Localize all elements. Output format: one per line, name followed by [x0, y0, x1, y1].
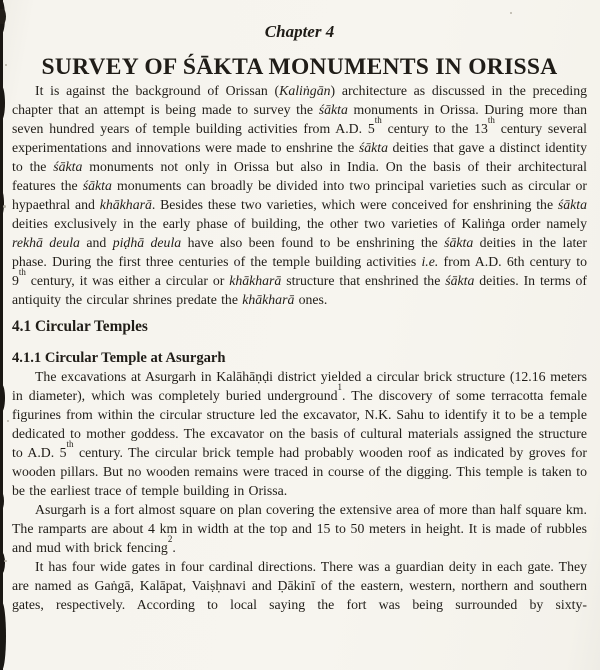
section-heading-circular-temples: 4.1 Circular Temples: [12, 318, 148, 335]
page-title: SURVEY OF ŚĀKTA MONUMENTS IN ORISSA: [41, 54, 558, 80]
paragraph-excavations: The excavations at Asurgarh in Kalāhāṇḍi district yielded a circular brick structure (12.16 meters in diameter), which was completely buried underground$^1$. The discovery of some terracotta female figurines from within the circular structure led the excavator, N.K. Sahu to identify it to be a temple dedicated to mother goddess. The excavator on the basis of cultural materials assigned the structure to A.D. 5th century. The circular brick temple had probably wooden roof as indicated by groves for wooden pillars. But no wooden remains were traced in course of the digging. This temple is taken to be the earliest trace of temple building in Orissa.: [12, 369, 587, 498]
subsection-heading-asurgarh: 4.1.1 Circular Temple at Asurgarh: [12, 350, 226, 366]
paragraph-fort: Asurgarh is a fort almost square on plan covering the extensive area of more than half square km. The ramparts are about 4 km in width at the top and 15 to 50 meters in height. It is made of rubbles and mud with brick fencing$^2$.: [12, 502, 587, 555]
paragraph-gates: It has four wide gates in four cardinal directions. There was a guardian deity in each gate. They are named as Gaṅgā, Kalāpat, Vaiṣḥnavi and Ḍākinī of the eastern, western, northern and southern gates, respectively. According to local saying the fort was being surrounded by sixty-: [12, 559, 587, 612]
paragraph-intro: It is against the background of Orissan (Kaliṅgān) architecture as discussed in the preceding chapter that an attempt is being made to survey the śākta monuments in Orissa. During more than seven hundred years of temple building activities from A.D. 5th century to the 13th century several experimentations and innovations were made to enshrine the śākta deities that gave a distinct identity to the śākta monuments not only in Orissa but also in India. On the basis of their architectural features the śākta monuments can broadly be divided into two principal varieties such as circular or hypaethral and khākharā. Besides these two varieties, which were conceived for enshrining the śākta deities exclusively in the early phase of building, the other two varieties of Kaliṅga order namely rekhā deula and piḍhā deula have also been found to be enshrining the śākta deities in the later phase. During the first three centuries of the temple building activities i.e. from A.D. 6th century to 9th century, it was either a circular or khākharā structure that enshrined the śākta deities. In terms of antiquity the circular shrines predate the khākharā ones.: [12, 83, 588, 307]
chapter-label: Chapter 4: [264, 22, 335, 41]
